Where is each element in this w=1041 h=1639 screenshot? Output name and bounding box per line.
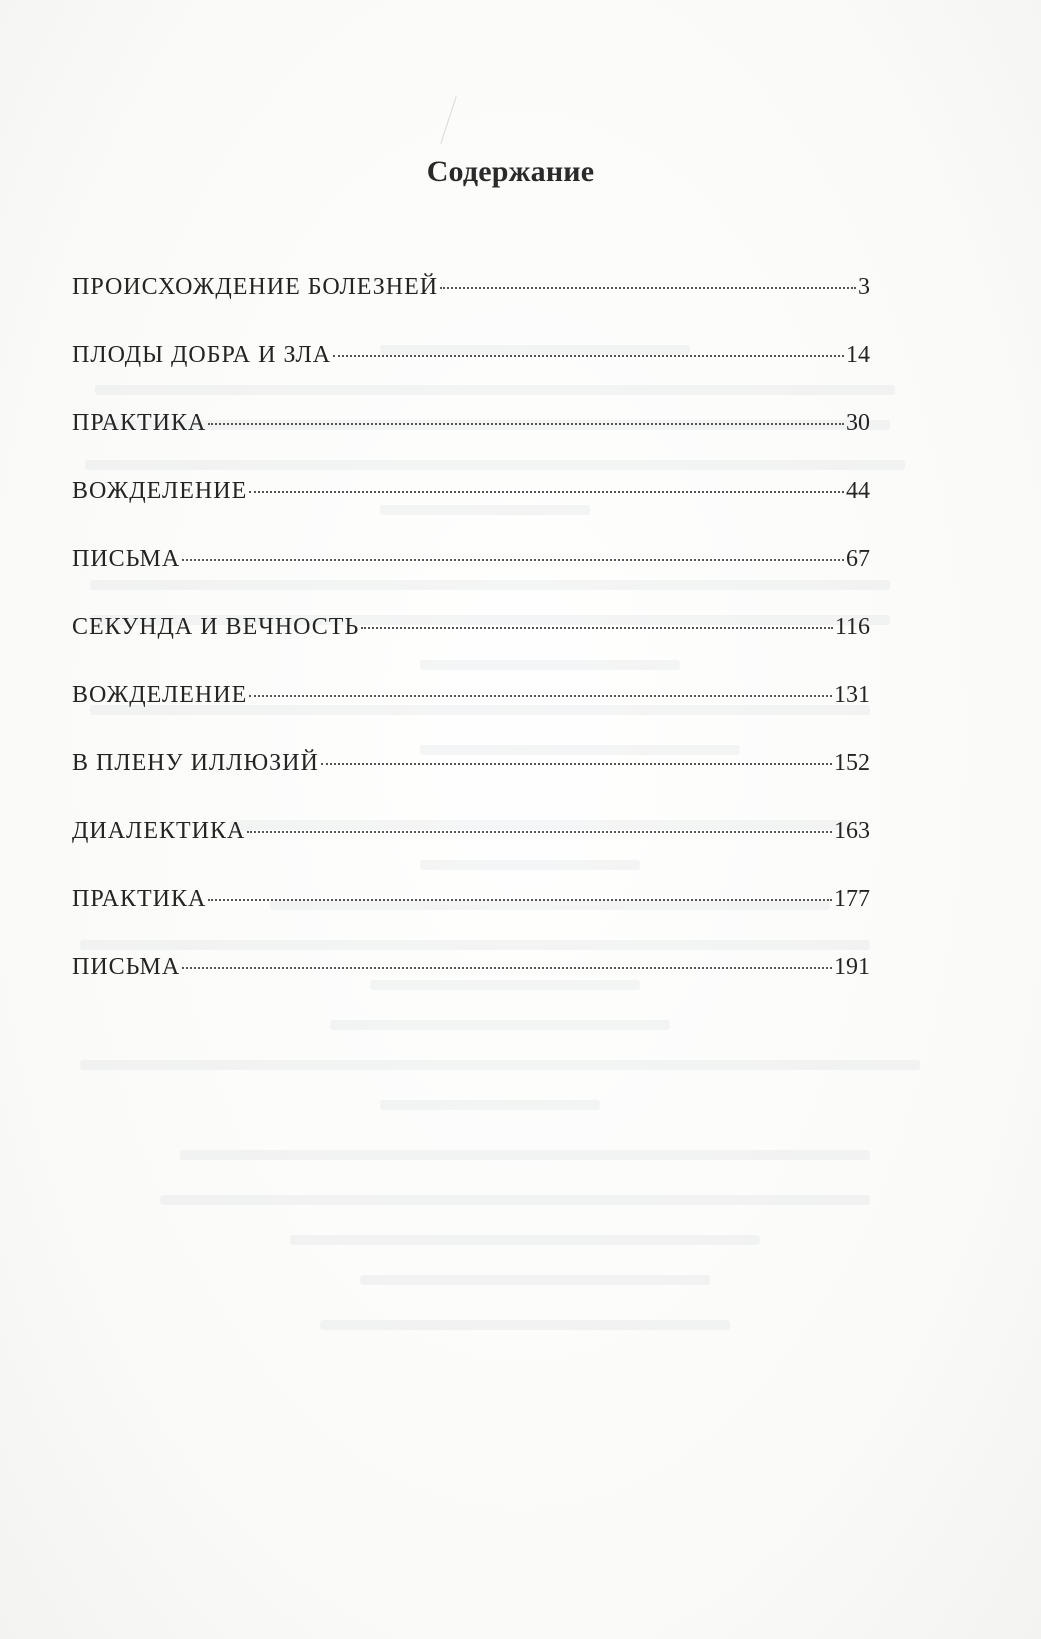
toc-dot-leader xyxy=(249,491,844,493)
toc-entry xyxy=(72,410,870,478)
toc-page-number: 3 xyxy=(858,274,870,300)
toc-entry xyxy=(72,274,870,342)
toc-dot-leader xyxy=(333,355,844,357)
toc-entry xyxy=(72,546,870,614)
toc-page-number: 131 xyxy=(834,682,870,708)
toc-entry xyxy=(72,954,870,1022)
toc-entry xyxy=(72,342,870,410)
paper-scratch-mark xyxy=(440,96,456,144)
toc-page-number: 67 xyxy=(846,546,870,572)
toc-dot-leader xyxy=(249,695,832,697)
toc-entry xyxy=(72,886,870,954)
toc-dot-leader xyxy=(182,967,832,969)
toc-dot-leader xyxy=(182,559,844,561)
toc-page-number: 191 xyxy=(834,954,870,980)
toc-entry-title: ПРАКТИКА xyxy=(72,886,207,912)
toc-dot-leader xyxy=(208,423,844,425)
toc-entry-title: ДИАЛЕКТИКА xyxy=(72,818,246,844)
toc-entry-title: ВОЖДЕЛЕНИЕ xyxy=(72,478,248,504)
toc-entry-title: В ПЛЕНУ ИЛЛЮЗИЙ xyxy=(72,750,319,776)
toc-entry-title: ПИСЬМА xyxy=(72,546,181,572)
toc-dot-leader xyxy=(321,763,832,765)
toc-dot-leader xyxy=(247,831,832,833)
toc-entry xyxy=(72,614,870,682)
toc-page-number: 14 xyxy=(846,342,870,368)
toc-dot-leader xyxy=(361,627,833,629)
toc-entry-title: ПРАКТИКА xyxy=(72,410,207,436)
toc-page-number: 163 xyxy=(834,818,870,844)
table-of-contents xyxy=(72,274,870,1022)
toc-entry xyxy=(72,818,870,886)
toc-dot-leader xyxy=(208,899,832,901)
toc-entry xyxy=(72,478,870,546)
toc-entry-title: СЕКУНДА И ВЕЧНОСТЬ xyxy=(72,614,360,640)
toc-page-number: 30 xyxy=(846,410,870,436)
toc-page-number: 177 xyxy=(834,886,870,912)
toc-page-number: 44 xyxy=(846,478,870,504)
toc-entry xyxy=(72,682,870,750)
toc-page-number: 116 xyxy=(834,614,870,640)
toc-page-number: 152 xyxy=(834,750,870,776)
toc-entry xyxy=(72,750,870,818)
toc-entry-title: ВОЖДЕЛЕНИЕ xyxy=(72,682,248,708)
toc-entry-title: ПРОИСХОЖДЕНИЕ БОЛЕЗНЕЙ xyxy=(72,274,439,300)
toc-entry-title: ПЛОДЫ ДОБРА И ЗЛА xyxy=(72,342,332,368)
toc-dot-leader xyxy=(440,287,856,289)
toc-entry-title: ПИСЬМА xyxy=(72,954,181,980)
page-title: Содержание xyxy=(426,155,595,188)
